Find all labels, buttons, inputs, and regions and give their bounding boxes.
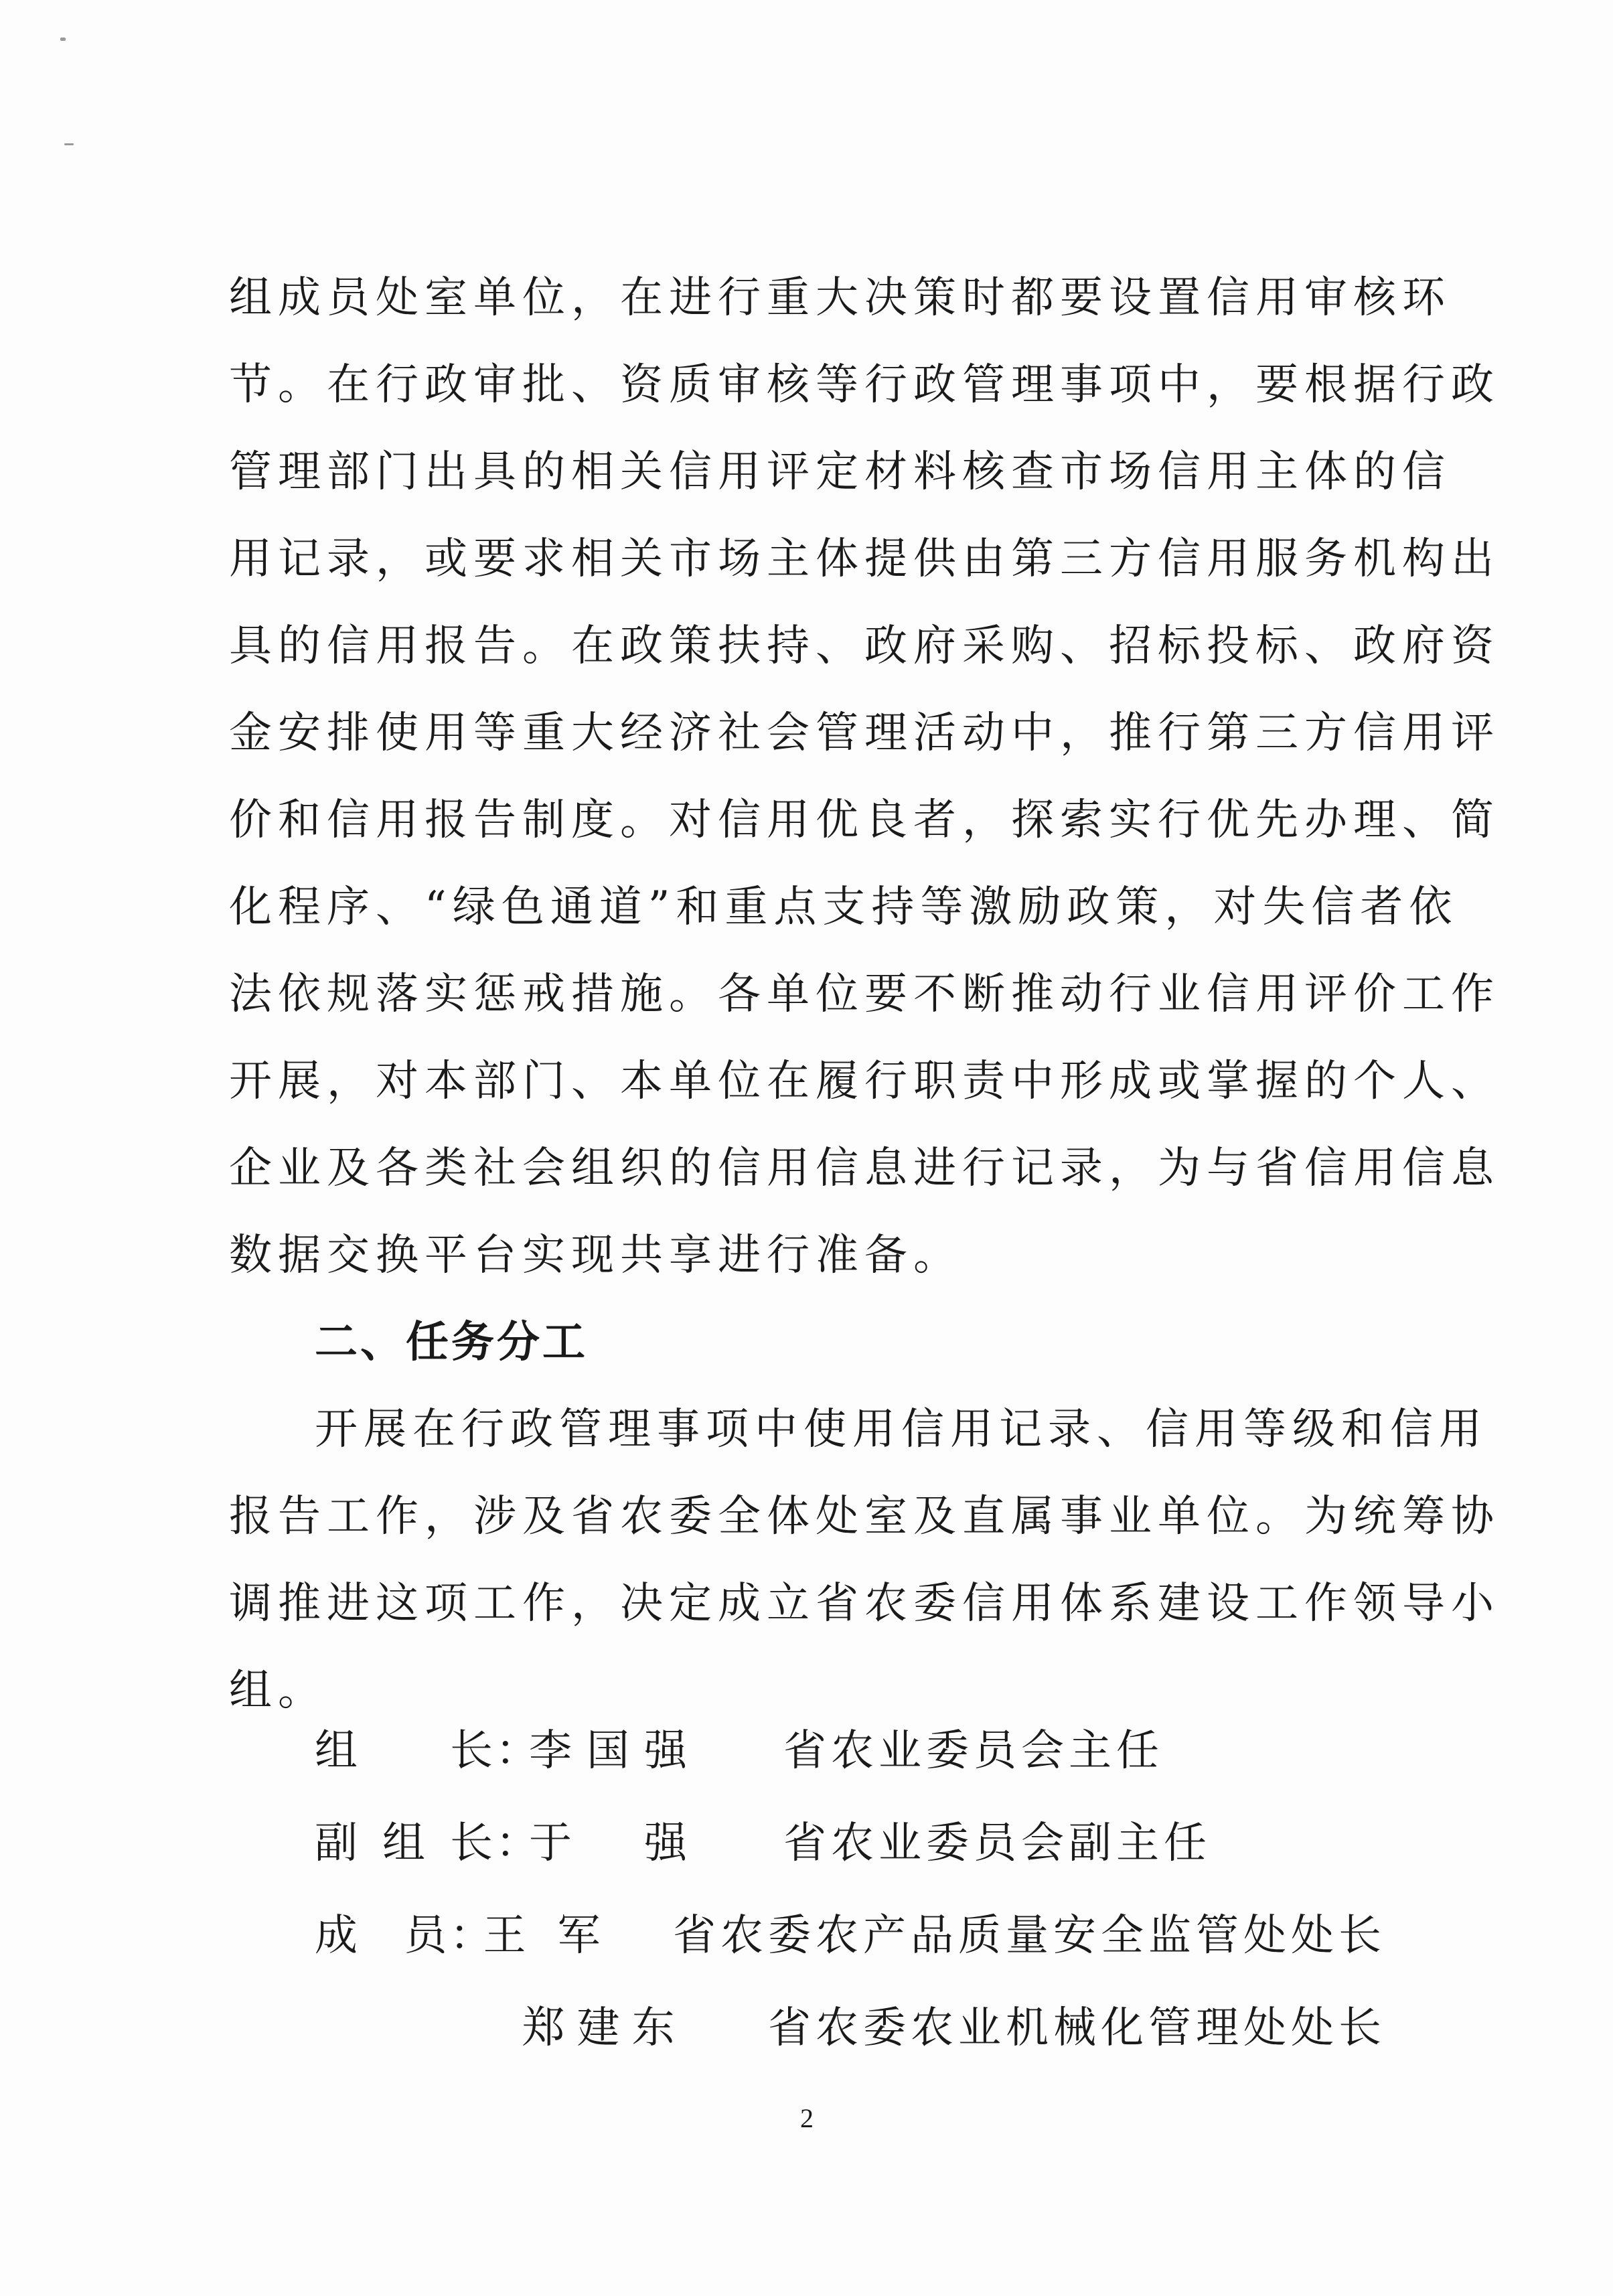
roster-colon: ： (495, 1726, 538, 1776)
roster-name: 王军 (483, 1911, 603, 1961)
paragraph-line: 开展，对本部门、本单位在履行职责中形成或掌握的个人、 (229, 1057, 1500, 1106)
leadership-roster (315, 1701, 1386, 2070)
paragraph-line: 节。在行政审批、资质审核等行政管理事项中，要根据行政 (229, 360, 1500, 410)
roster-post: 省农业委员会主任 (783, 1726, 1164, 1776)
paragraph-line: 管理部门出具的相关信用评定材料核查市场信用主体的信 (229, 447, 1451, 497)
section-line: 报告工作，涉及省农委全体处室及直属事业单位。为统筹协 (229, 1492, 1500, 1541)
roster-role: 副组长 (315, 1819, 495, 1868)
paragraph-line: 企业及各类社会组织的信用信息进行记录，为与省信用信息 (229, 1144, 1500, 1193)
scan-speck (60, 37, 66, 41)
roster-role: 组长 (315, 1726, 495, 1776)
roster-post: 省农业委员会副主任 (783, 1819, 1211, 1868)
section-line: 组。 (229, 1666, 327, 1715)
roster-post: 省农委农业机械化管理处处长 (768, 2003, 1386, 2053)
section-line: 调推进这项工作，决定成立省农委信用体系建设工作领导小 (229, 1579, 1500, 1628)
paragraph-line: 价和信用报告制度。对信用优良者，探索实行优先办理、简 (229, 795, 1500, 845)
paragraph-line: 组成员处室单位，在进行重大决策时都要设置信用审核环 (229, 273, 1451, 323)
section-heading: 二、任务分工 (315, 1318, 588, 1367)
roster-colon: ： (449, 1911, 493, 1961)
roster-row (315, 1978, 1386, 2070)
roster-post: 省农委农产品质量安全监管处处长 (673, 1911, 1387, 1961)
roster-name: 郑建东 (522, 2003, 678, 2053)
paragraph-line: 数据交换平台实现共享进行准备。 (229, 1231, 962, 1280)
paragraph-line: 化程序、“绿色通道”和重点支持等激励政策，对失信者依 (229, 883, 1458, 932)
scan-speck (64, 143, 74, 145)
paragraph-line: 金安排使用等重大经济社会管理活动中，推行第三方信用评 (229, 708, 1500, 758)
roster-row (315, 1793, 1386, 1886)
paragraph-line: 具的信用报告。在政策扶持、政府采购、招标投标、政府资 (229, 621, 1500, 671)
page-number: 2 (800, 2103, 814, 2133)
paragraph-line: 法依规落实惩戒措施。各单位要不断推动行业信用评价工作 (229, 970, 1500, 1019)
roster-role: 成员 (315, 1911, 450, 1961)
body-text (229, 254, 1500, 1734)
roster-row (315, 1701, 1386, 1793)
roster-row (315, 1886, 1386, 1978)
roster-name: 李国强 (529, 1726, 690, 1776)
roster-name: 于强 (529, 1819, 690, 1868)
roster-colon: ： (495, 1819, 538, 1868)
paragraph-line: 用记录，或要求相关市场主体提供由第三方信用服务机构出 (229, 534, 1500, 584)
section-line: 开展在行政管理事项中使用信用记录、信用等级和信用 (315, 1405, 1488, 1454)
